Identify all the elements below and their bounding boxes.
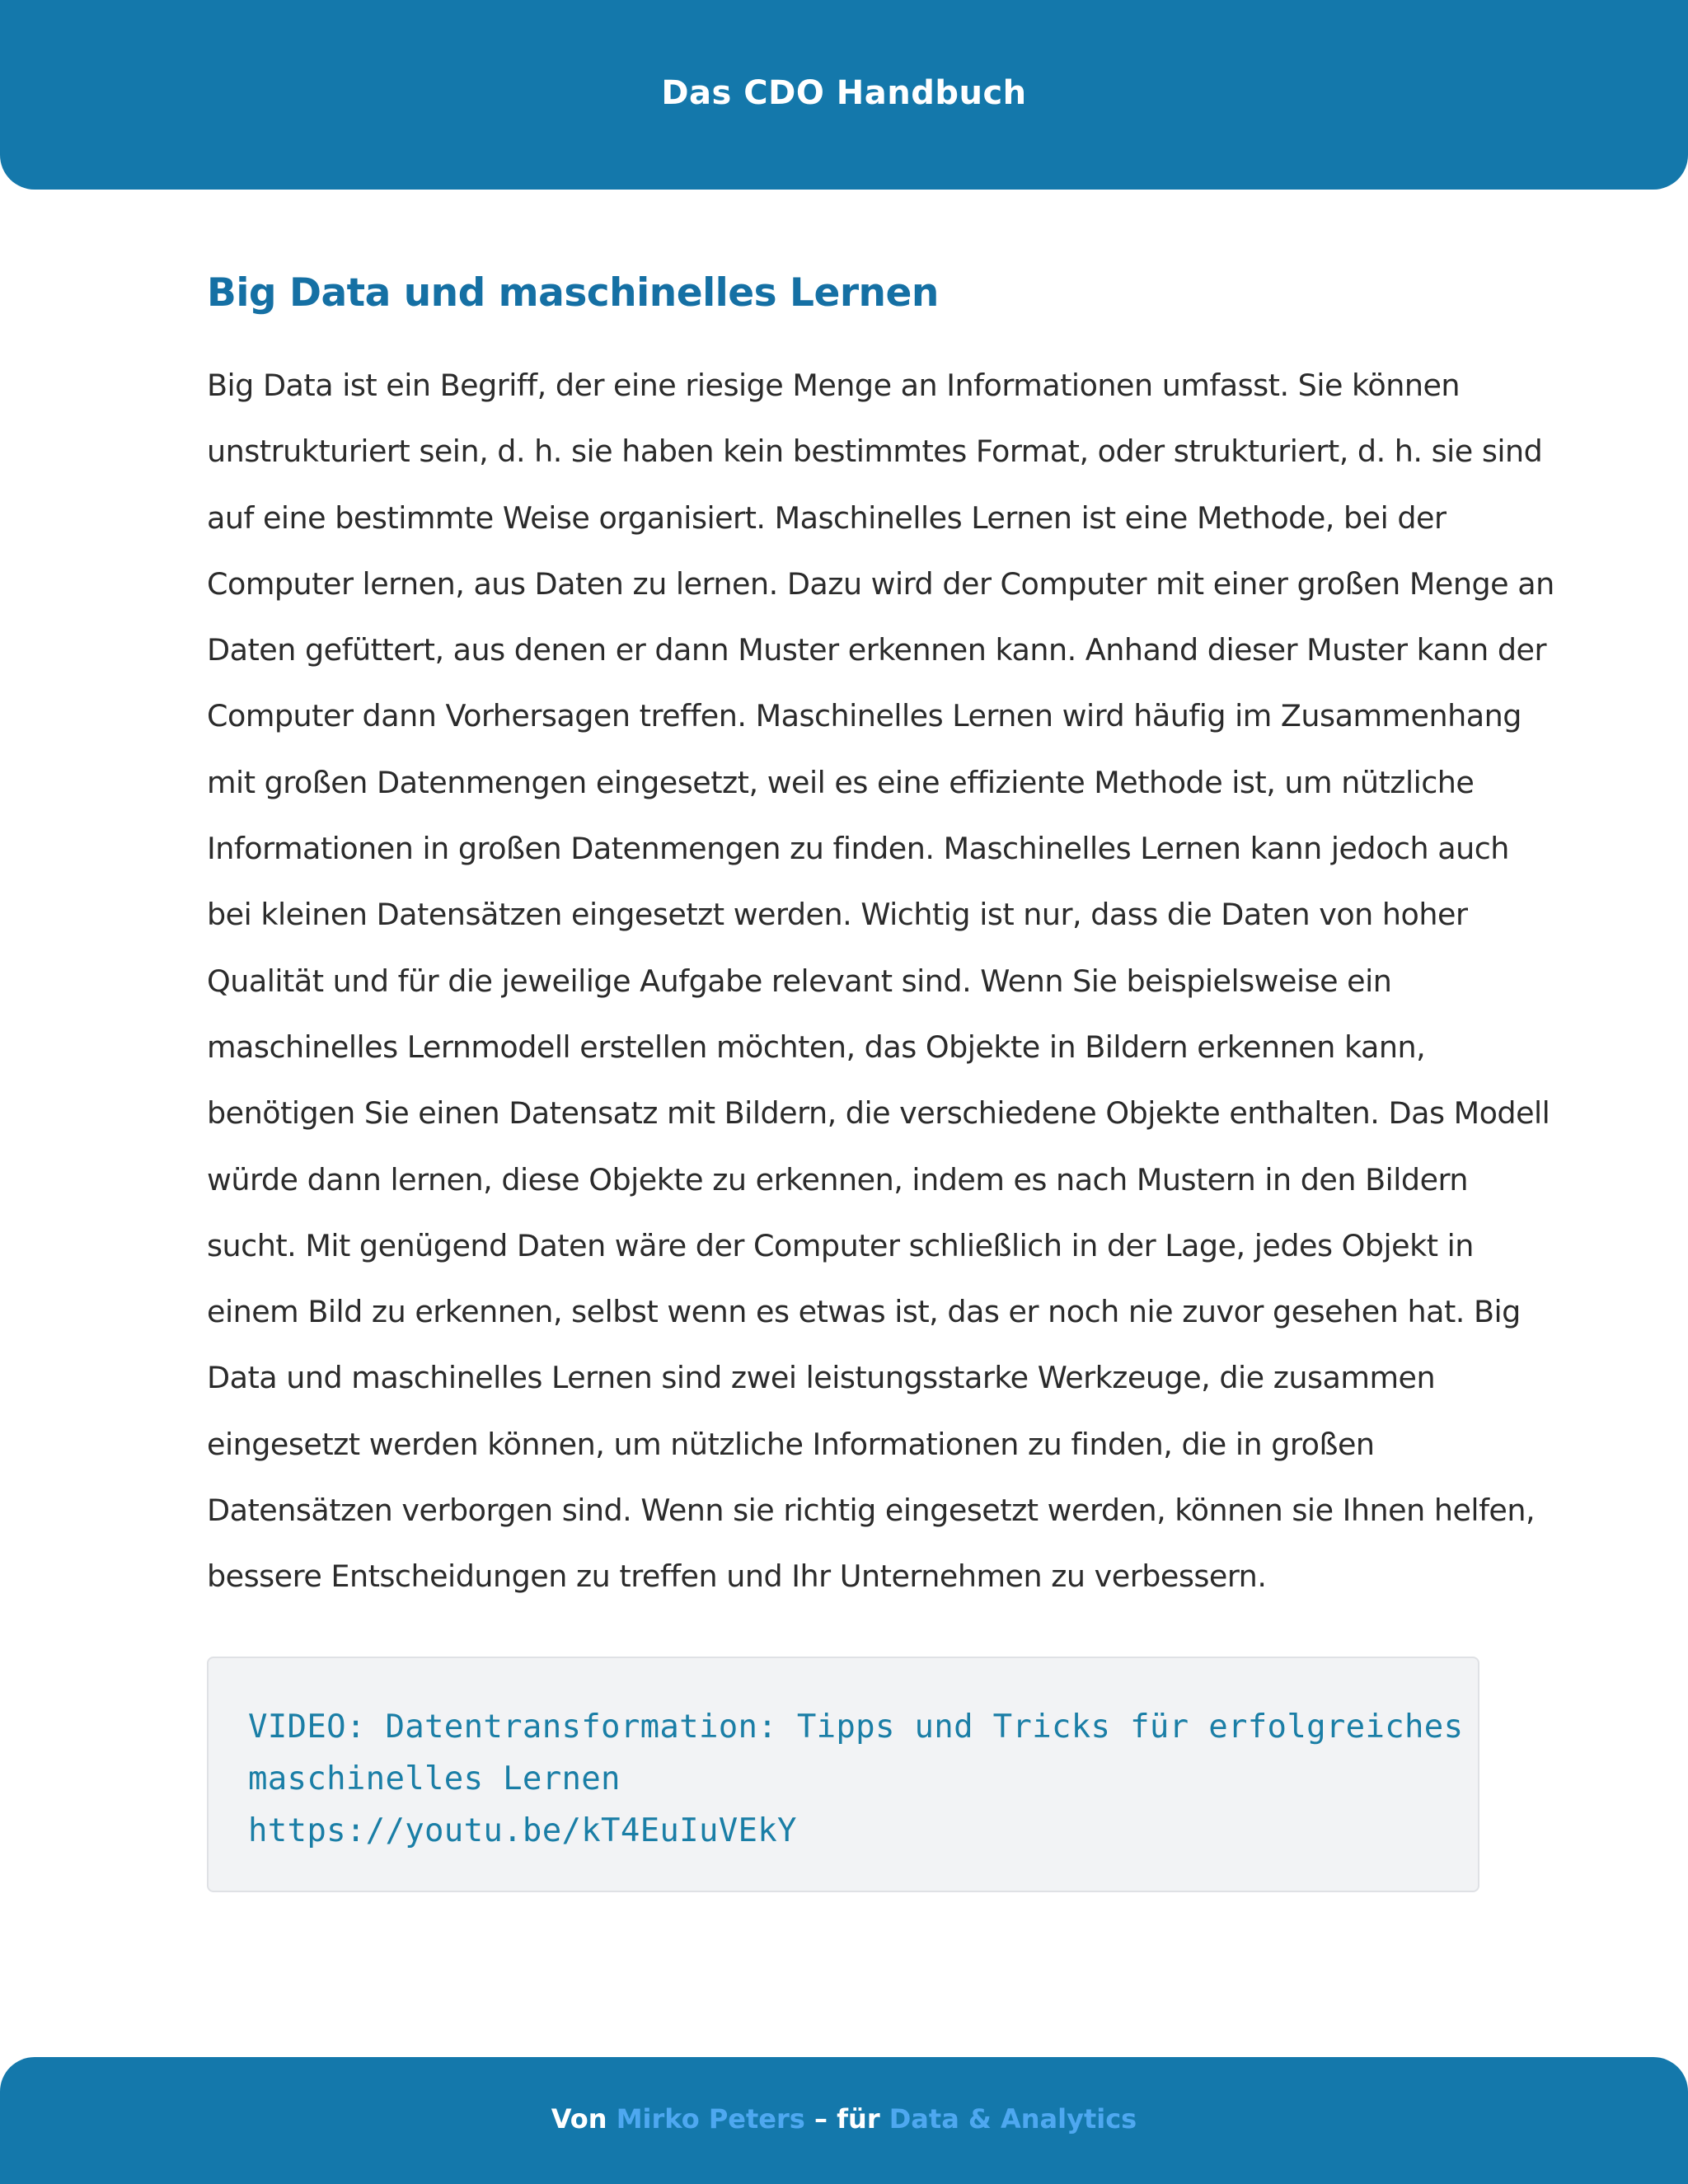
paragraph-line: mit großen Datenmengen eingesetzt, weil es eine effiziente Methode ist, um nützliche (207, 764, 1475, 800)
paragraph-line: Datensätzen verborgen sind. Wenn sie richtig eingesetzt werden, können sie Ihnen helfen, (207, 1493, 1536, 1529)
paragraph-line: Data und maschinelles Lernen sind zwei leistungsstarke Werkzeuge, die zusammen (207, 1360, 1436, 1396)
footer-credit (551, 2103, 1137, 2135)
paragraph-line: Big Data ist ein Begriff, der eine riesige Menge an Informationen umfasst. Sie können (207, 368, 1461, 403)
paragraph-line: Computer dann Vorhersagen treffen. Maschinelles Lernen wird häufig im Zusammenhang (207, 698, 1522, 734)
page-footer (0, 2057, 1688, 2184)
section-heading: Big Data und maschinelles Lernen (207, 270, 939, 316)
author-link[interactable]: Mirko Peters (616, 2103, 805, 2135)
video-url-link[interactable]: https://youtu.be/kT4EuIuVEkY (248, 1812, 797, 1849)
paragraph-line: bessere Entscheidungen zu treffen und Ihr Unternehmen zu verbessern. (207, 1558, 1267, 1595)
document-title: Das CDO Handbuch (661, 74, 1027, 112)
paragraph-line: Computer lernen, aus Daten zu lernen. Dazu wird der Computer mit einer großen Menge an (207, 565, 1554, 602)
paragraph-line: Daten gefüttert, aus denen er dann Muster erkennen kann. Anhand dieser Muster kann der (207, 632, 1547, 668)
paragraph-line: unstrukturiert sein, d. h. sie haben kein bestimmtes Format, oder strukturiert, d. h. sie sind (207, 434, 1543, 470)
paragraph-line: Qualität und für die jeweilige Aufgabe relevant sind. Wenn Sie beispielsweise ein (207, 963, 1392, 999)
paragraph-line: bei kleinen Datensätzen eingesetzt werden. Wichtig ist nur, dass die Daten von hoher (207, 897, 1468, 933)
footer-prefix: Von (551, 2103, 607, 2135)
body-paragraph (207, 353, 1554, 1610)
paragraph-line: würde dann lernen, diese Objekte zu erkennen, indem es nach Mustern in den Bildern (207, 1161, 1469, 1197)
video-callout-text (248, 1701, 1463, 1857)
paragraph-line: auf eine bestimmte Weise organisiert. Maschinelles Lernen ist eine Methode, bei der (207, 499, 1447, 536)
page-header (0, 0, 1688, 190)
paragraph-line: einem Bild zu erkennen, selbst wenn es etwas ist, das er noch nie zuvor gesehen hat. Big (207, 1294, 1521, 1330)
paragraph-line: Informationen in großen Datenmengen zu finden. Maschinelles Lernen kann jedoch auch (207, 831, 1509, 867)
paragraph-line: eingesetzt werden können, um nützliche Informationen zu finden, die in großen (207, 1426, 1375, 1462)
video-callout-box (207, 1657, 1479, 1892)
video-title-line: maschinelles Lernen (248, 1760, 621, 1797)
paragraph-line: maschinelles Lernmodell erstellen möchten, das Objekte in Bildern erkennen kann, (207, 1029, 1426, 1065)
paragraph-line: benötigen Sie einen Datensatz mit Bildern, die verschiedene Objekte enthalten. Das Modell (207, 1095, 1550, 1132)
footer-separator: – für (814, 2103, 880, 2135)
paragraph-line: sucht. Mit genügend Daten wäre der Computer schließlich in der Lage, jedes Objekt in (207, 1227, 1474, 1263)
video-title-line: VIDEO: Datentransformation: Tipps und Tricks für erfolgreiches (248, 1708, 1464, 1746)
organization-link[interactable]: Data & Analytics (889, 2103, 1137, 2135)
